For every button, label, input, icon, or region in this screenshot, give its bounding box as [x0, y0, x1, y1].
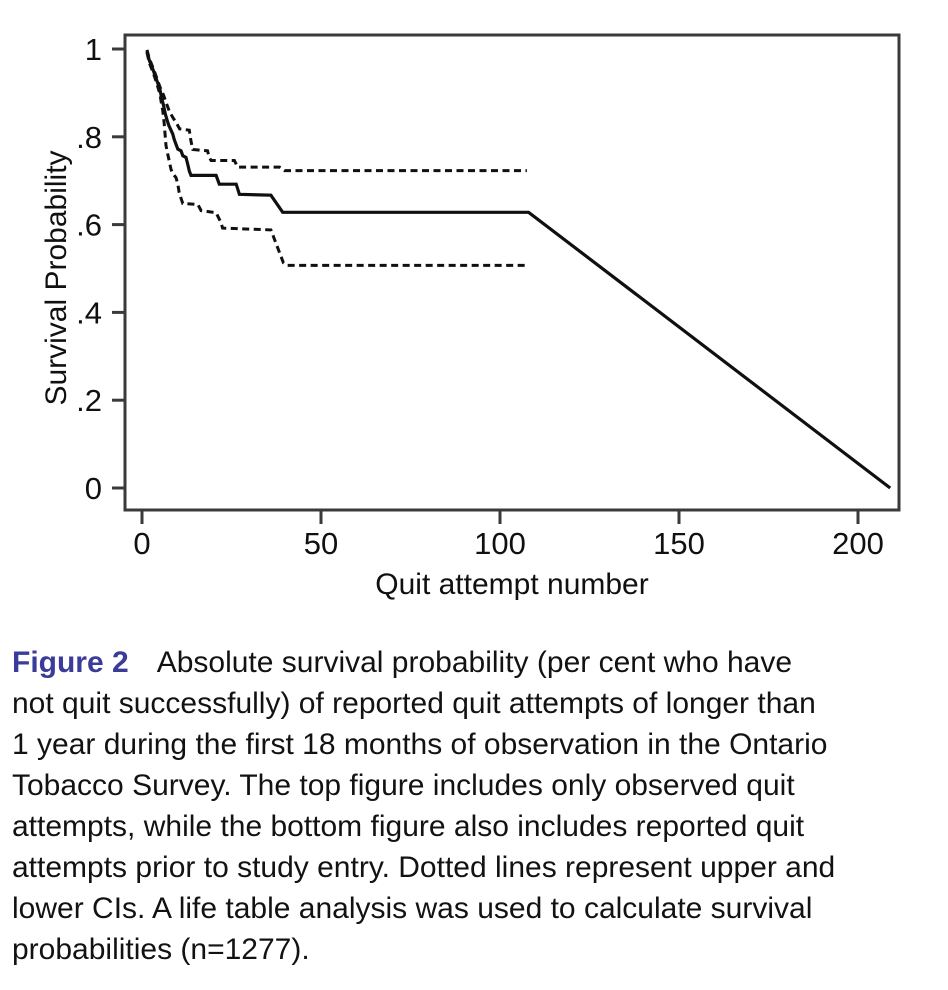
plot-frame — [125, 35, 899, 510]
chart-series — [147, 50, 890, 488]
lower-ci-line — [147, 53, 527, 266]
caption-line: not quit successfully) of reported quit attempts of longer than — [12, 687, 816, 720]
figure-label: Figure 2 — [12, 646, 129, 679]
caption-line: lower CIs. A life table analysis was used to calculate survival — [12, 892, 813, 925]
y-tick-label: .6 — [76, 207, 102, 243]
y-tick-label: 0 — [84, 471, 102, 506]
x-tick-label: 50 — [303, 526, 339, 561]
y-axis-ticks — [76, 32, 125, 506]
caption-line: attempts, while the bottom figure also includes reported quit — [12, 810, 805, 843]
x-tick-label: 150 — [653, 526, 705, 561]
caption-line: probabilities (n=1277). — [12, 933, 310, 966]
x-tick-label: 200 — [832, 526, 884, 561]
y-tick-label: .2 — [76, 383, 102, 419]
y-axis-title: Survival Probability — [40, 150, 73, 406]
upper-ci-line — [147, 50, 527, 171]
x-tick-label: 100 — [474, 526, 526, 561]
x-axis-ticks — [133, 510, 883, 561]
x-axis-title: Quit attempt number — [375, 568, 649, 601]
caption-line: Tobacco Survey. The top figure includes only observed quit — [12, 769, 795, 802]
caption-line — [12, 642, 938, 683]
caption-line: 1 year during the first 18 months of observation in the Ontario — [12, 728, 828, 761]
survival-estimate-line — [147, 51, 890, 488]
y-tick-label: .4 — [76, 295, 102, 331]
figure-caption — [12, 642, 938, 970]
x-tick-label: 0 — [133, 526, 151, 561]
caption-line: attempts prior to study entry. Dotted lines represent upper and — [12, 851, 836, 884]
y-tick-label: 1 — [84, 32, 102, 67]
y-tick-label: .8 — [76, 119, 102, 155]
caption-text: Absolute survival probability (per cent who have — [156, 646, 793, 679]
